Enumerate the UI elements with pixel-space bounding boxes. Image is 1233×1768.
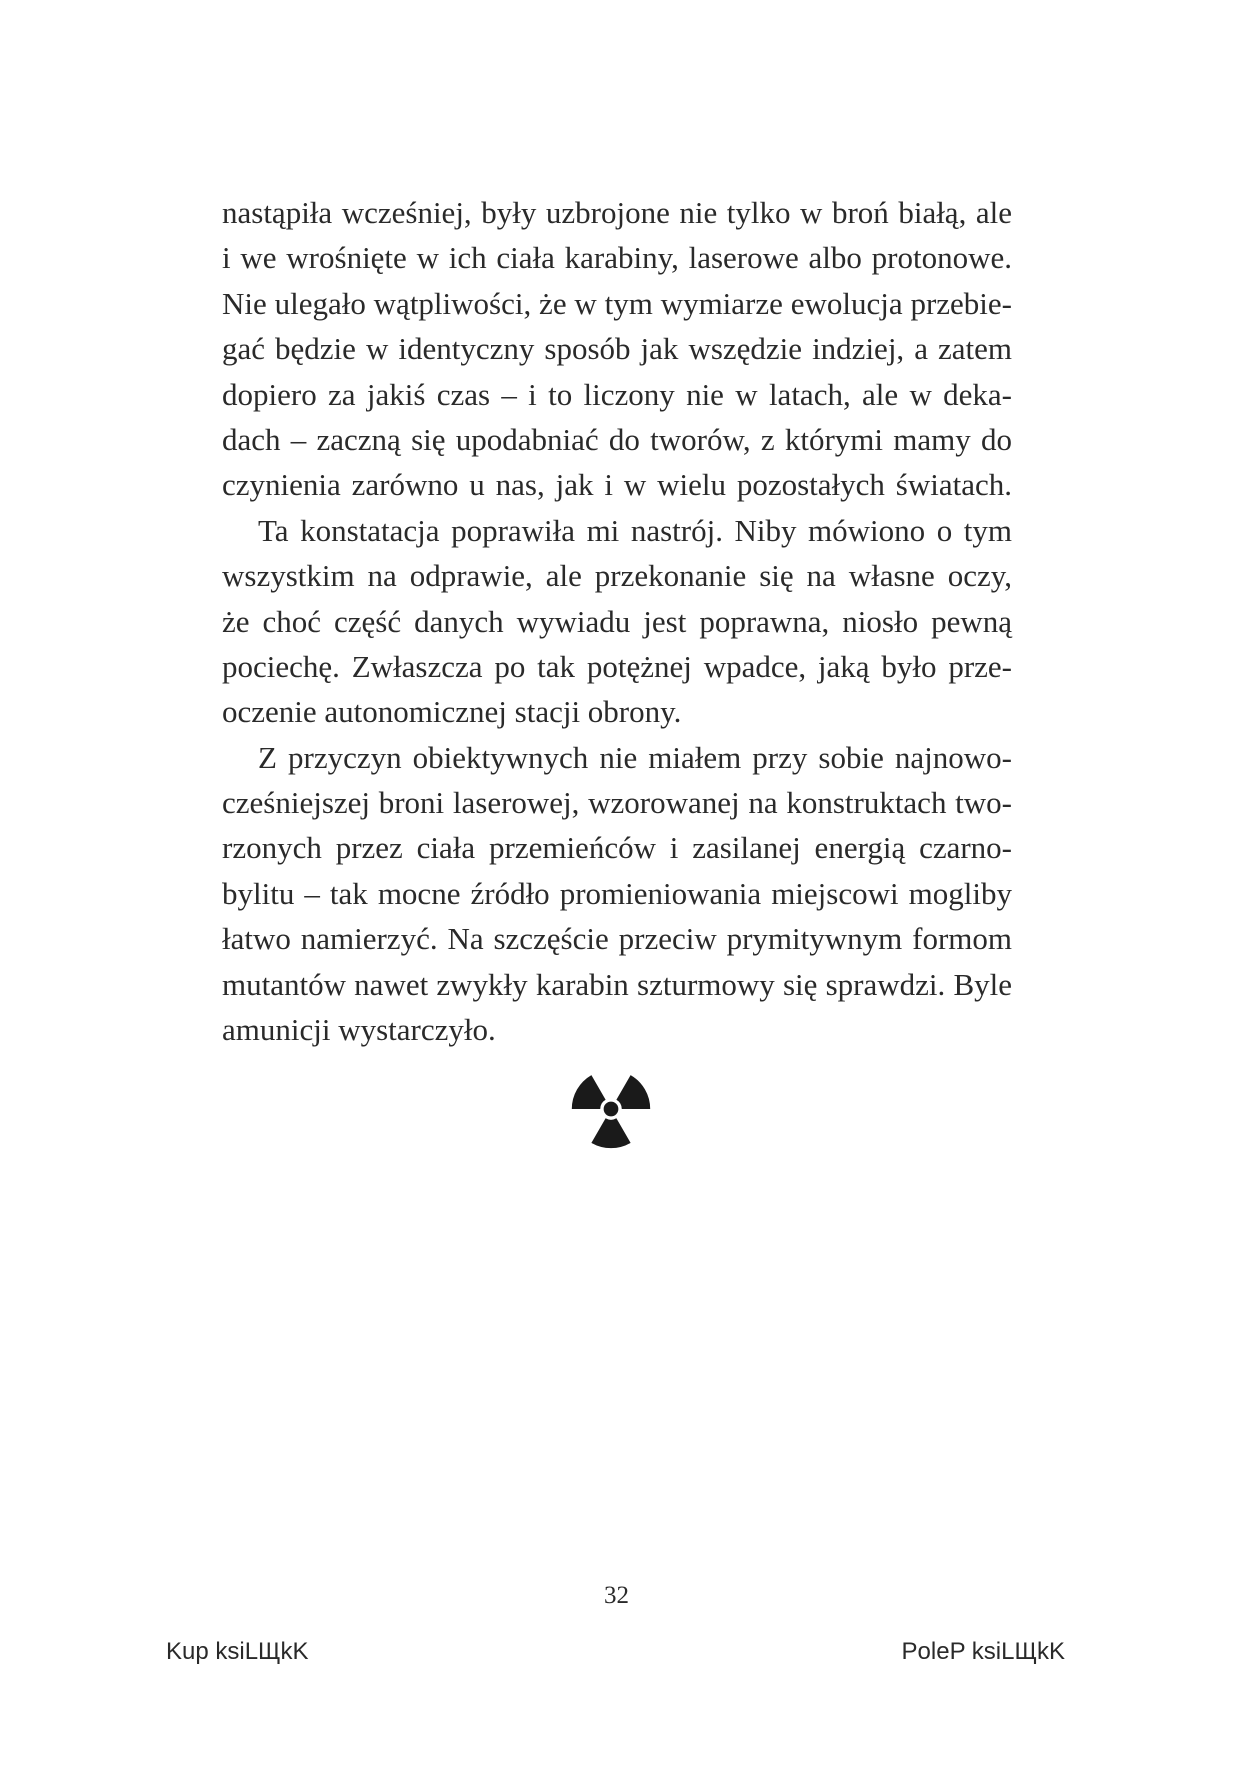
text-line: wszystkim na odprawie, ale przekonanie się na własne oczy, xyxy=(222,558,1012,594)
text-line: czynienia zarówno u nas, jak i w wielu pozostałych światach. xyxy=(222,467,1012,503)
radiation-symbol-icon xyxy=(562,1060,660,1158)
text-line: pociechę. Zwłaszcza po tak potężnej wpadce, jaką było prze- xyxy=(222,648,1012,684)
text-line: i we wrośnięte w ich ciała karabiny, laserowe albo protonowe. xyxy=(222,240,1012,276)
text-line: że choć część danych wywiadu jest poprawna, niosło pewną xyxy=(222,603,1012,639)
page-number: 32 xyxy=(604,1582,629,1609)
text-line: dopiero za jakiś czas – i to liczony nie w latach, ale w deka- xyxy=(222,376,1012,412)
footer-recommend-link[interactable]: PoleP ksiLЩkK xyxy=(901,1638,1065,1665)
text-line: cześniejszej broni laserowej, wzorowanej na konstruktach two- xyxy=(222,785,1012,821)
body-text xyxy=(222,190,1012,1052)
footer-buy-link[interactable]: Kup ksiLЩkK xyxy=(166,1638,309,1665)
paragraph-3 xyxy=(222,735,1012,1053)
text-line: Ta konstatacja poprawiła mi nastrój. Niby mówiono o tym xyxy=(258,512,1012,548)
paragraph-1 xyxy=(222,190,1012,508)
text-line: bylitu – tak mocne źródło promieniowania miejscowi mogliby xyxy=(222,875,1012,911)
text-line: nastąpiła wcześniej, były uzbrojone nie tylko w broń białą, ale xyxy=(222,195,1012,230)
text-line: Nie ulegało wątpliwości, że w tym wymiarze ewolucja przebie- xyxy=(222,285,1012,321)
text-line: gać będzie w identyczny sposób jak wszędzie indziej, a zatem xyxy=(222,331,1012,367)
text-line: mutantów nawet zwykły karabin szturmowy się sprawdzi. Byle xyxy=(222,966,1012,1002)
text-line: oczenie autonomicznej stacji obrony. xyxy=(222,694,682,730)
text-line: łatwo namierzyć. Na szczęście przeciw prymitywnym formom xyxy=(222,921,1012,957)
text-line: amunicji wystarczyło. xyxy=(222,1012,496,1048)
paragraph-2 xyxy=(222,508,1012,735)
text-line: rzonych przez ciała przemieńców i zasilanej energią czarno- xyxy=(222,830,1012,866)
text-line: Z przyczyn obiektywnych nie miałem przy sobie najnowo- xyxy=(258,739,1012,775)
text-line: dach – zaczną się upodabniać do tworów, z którymi mamy do xyxy=(222,421,1012,457)
